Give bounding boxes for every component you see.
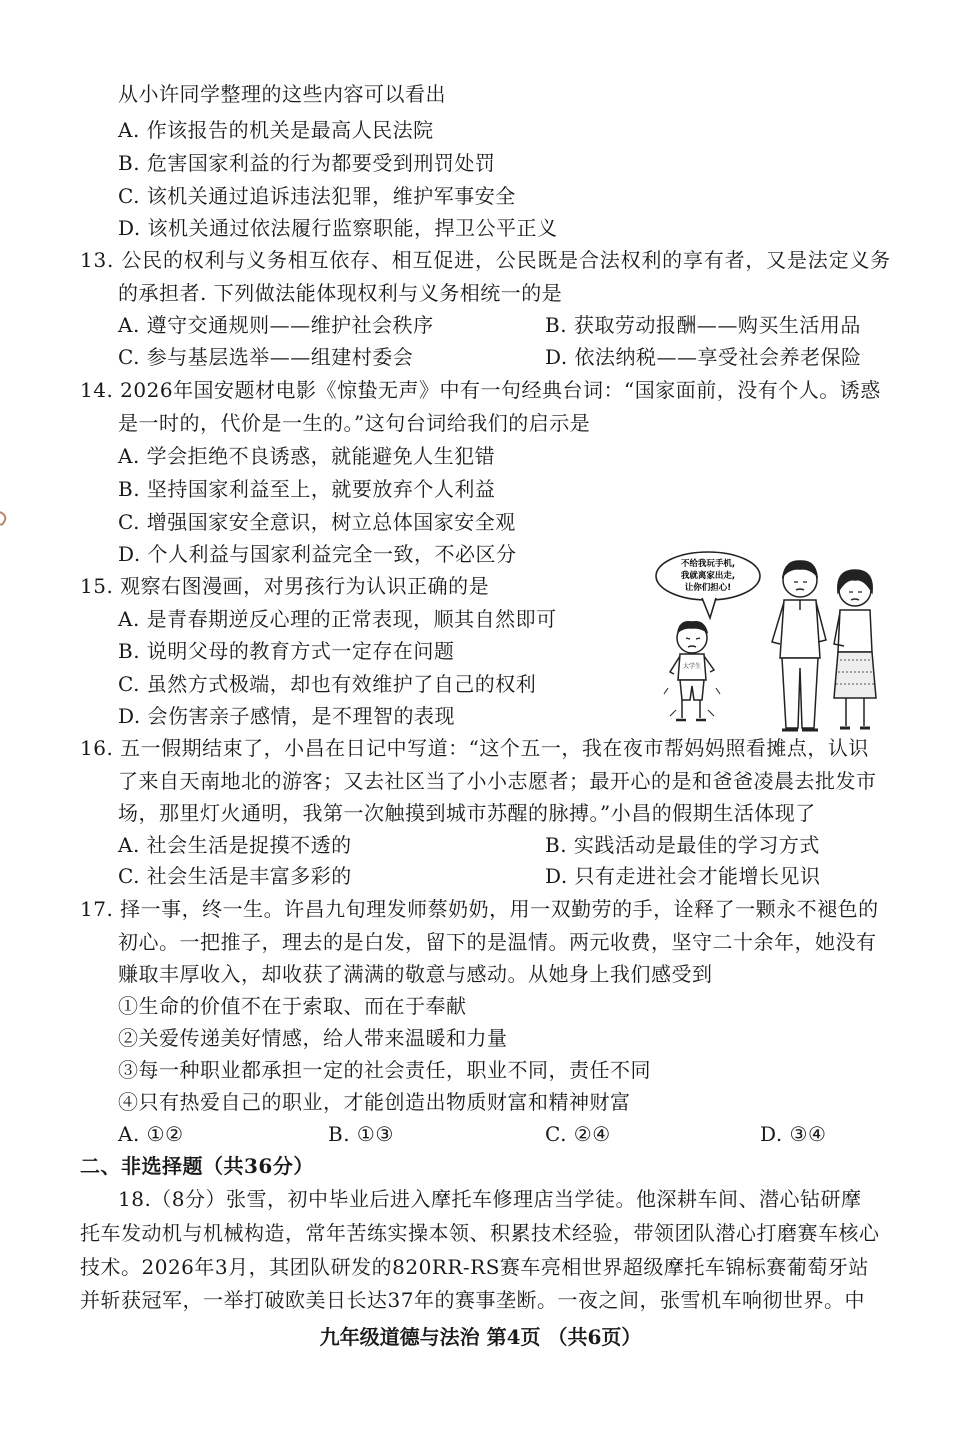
question-18-line-1: 18.（8分）张雪，初中毕业后进入摩托车修理店当学徒。他深耕车间、潜心钻研摩: [118, 1187, 862, 1211]
question-17-stem-line-2: 初心。一把推子，理去的是白发，留下的是温情。两元收费，坚守二十余年，她没有: [118, 930, 877, 954]
question-15-option-b: B. 说明父母的教育方式一定存在问题: [118, 639, 455, 663]
question-14-option-c: C. 增强国家安全意识，树立总体国家安全观: [118, 510, 516, 534]
question-18-line-3: 技术。2026年3月，其团队研发的820RR-RS赛车亮相世界超级摩托车锦标赛葡萄牙站: [80, 1255, 869, 1279]
question-14-option-a: A. 学会拒绝不良诱惑，就能避免人生犯错: [118, 444, 496, 468]
question-17-item-4: ④只有热爱自己的职业，才能创造出物质财富和精神财富: [118, 1090, 631, 1114]
question-12-lead: 从小许同学整理的这些内容可以看出: [118, 82, 446, 106]
question-17-item-3: ③每一种职业都承担一定的社会责任，职业不同，责任不同: [118, 1058, 651, 1082]
binding-mark-icon: [0, 508, 12, 528]
question-18-line-2: 托车发动机与机械构造，常年苦练实操本领、积累技术经验，带领团队潜心打磨赛车核心: [80, 1221, 880, 1245]
mother-figure: [834, 570, 876, 728]
question-14-stem-line-1: 14. 2026年国安题材电影《惊蛰无声》中有一句经典台词：“国家面前，没有个人。诱惑: [80, 378, 881, 402]
question-12-option-d: D. 该机关通过依法履行监察职能，捍卫公平正义: [118, 216, 558, 240]
question-17-option-a: A. ①②: [118, 1122, 184, 1146]
question-12-option-c: C. 该机关通过追诉违法犯罪，维护军事安全: [118, 184, 516, 208]
question-16-option-a: A. 社会生活是捉摸不透的: [118, 833, 352, 857]
question-15-option-a: A. 是青春期逆反心理的正常表现，顺其自然即可: [118, 607, 557, 631]
question-13-stem-line-1: 13. 公民的权利与义务相互依存、相互促进，公民既是合法权利的享有者，又是法定义务: [80, 248, 891, 272]
question-13-option-d: D. 依法纳税——享受社会养老保险: [545, 345, 862, 369]
question-16-stem-line-2: 了来自天南地北的游客；又去社区当了小小志愿者；最开心的是和爸爸凌晨去批发市: [118, 769, 877, 793]
question-14-option-d: D. 个人利益与国家利益完全一致，不必区分: [118, 542, 517, 566]
question-17-option-d: D. ③④: [760, 1122, 827, 1146]
question-14-stem-line-2: 是一时的，代价是一生的。”这句台词给我们的启示是: [118, 411, 591, 435]
page-footer: 九年级道德与法治 第4页 （共6页）: [319, 1325, 642, 1349]
question-17-option-c: C. ②④: [545, 1122, 611, 1146]
bubble-text-line-2: 我就离家出走,: [680, 571, 736, 581]
section-2-heading: 二、非选择题（共36分）: [80, 1154, 314, 1178]
question-17-item-2: ②关爱传递美好情感，给人带来温暖和力量: [118, 1026, 508, 1050]
question-15-stem: 15. 观察右图漫画，对男孩行为认识正确的是: [80, 574, 490, 598]
question-16-stem-line-1: 16. 五一假期结束了，小昌在日记中写道：“这个五一，我在夜市帮妈妈照看摊点，认识: [80, 736, 869, 760]
speech-bubble: [656, 552, 760, 618]
question-17-option-b: B. ①③: [328, 1122, 394, 1146]
question-12-option-b: B. 危害国家利益的行为都要受到刑罚处罚: [118, 151, 496, 175]
question-15-option-d: D. 会伤害亲子感情，是不理智的表现: [118, 704, 456, 728]
question-13-option-a: A. 遵守交通规则——维护社会秩序: [118, 313, 434, 337]
question-13-stem-line-2: 的承担者. 下列做法能体现权利与义务相统一的是: [118, 281, 563, 305]
question-16-option-c: C. 社会生活是丰富多彩的: [118, 864, 352, 888]
boy-figure: [664, 622, 720, 720]
question-12-option-a: A. 作该报告的机关是最高人民法院: [118, 118, 434, 142]
boy-shirt-text: 大学生: [682, 663, 702, 670]
question-13-option-c: C. 参与基层选举——组建村委会: [118, 345, 414, 369]
question-17-item-1: ①生命的价值不在于索取、而在于奉献: [118, 994, 467, 1018]
question-15-option-c: C. 虽然方式极端，却也有效维护了自己的权利: [118, 672, 537, 696]
question-16-stem-line-3: 场，那里灯火通明，我第一次触摸到城市苏醒的脉搏。”小昌的假期生活体现了: [118, 801, 816, 825]
question-16-option-b: B. 实践活动是最佳的学习方式: [545, 833, 820, 857]
cartoon-illustration: [650, 548, 890, 738]
bubble-text-line-1: 不给我玩手机,: [680, 559, 736, 569]
bubble-text-line-3: 让你们担心!: [684, 583, 732, 593]
question-13-option-b: B. 获取劳动报酬——购买生活用品: [545, 313, 861, 337]
question-17-stem-line-1: 17. 择一事，终一生。许昌九旬理发师蔡奶奶，用一双勤劳的手，诠释了一颗永不褪色的: [80, 897, 879, 921]
question-14-option-b: B. 坚持国家利益至上，就要放弃个人利益: [118, 477, 496, 501]
father-figure: [772, 561, 826, 730]
question-17-stem-line-3: 赚取丰厚收入，却收获了满满的敬意与感动。从她身上我们感受到: [118, 962, 713, 986]
question-18-line-4: 并斩获冠军，一举打破欧美日长达37年的赛事垄断。一夜之间，张雪机车响彻世界。中: [80, 1288, 865, 1312]
question-16-option-d: D. 只有走进社会才能增长见识: [545, 864, 821, 888]
